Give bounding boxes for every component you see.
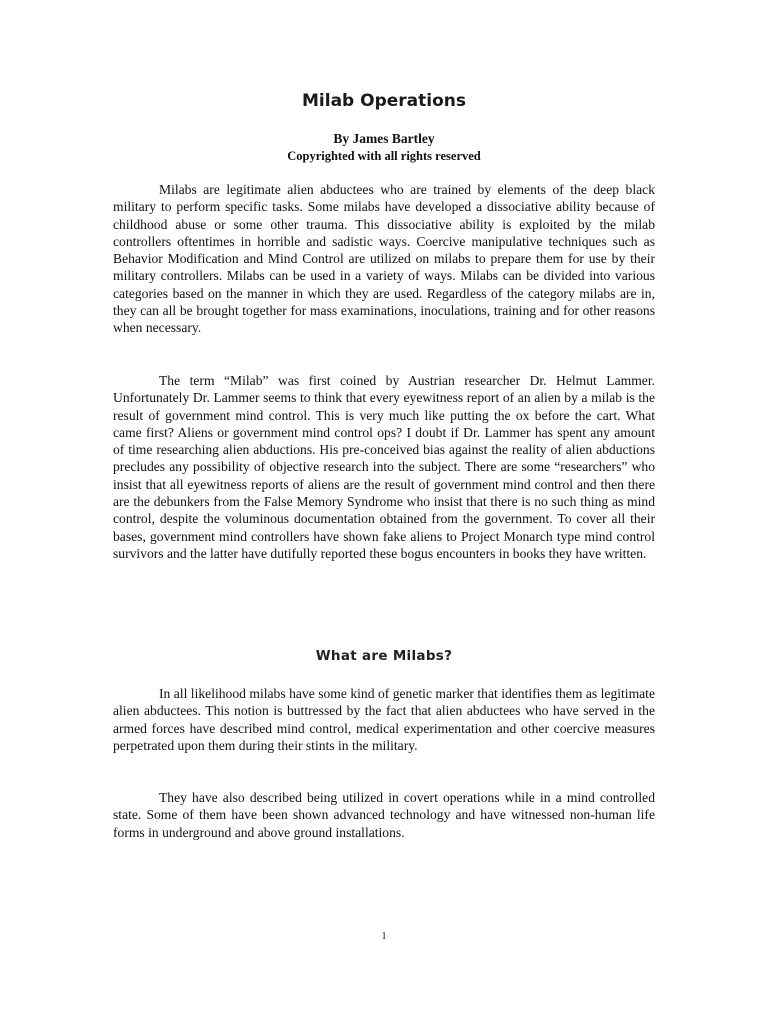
page-number: 1 <box>381 930 387 942</box>
document-title: Milab Operations <box>302 91 466 111</box>
section-paragraph: In all likelihood milabs have some kind of genetic marker that identifies them as legitimate alien abductees. This notion is buttressed by the fact that alien abductees who have served in the armed forces have described mind control, medical experimentation and other coercive measures perpetrated upon them during their stints in the military. <box>113 686 655 753</box>
author-line: By James Bartley <box>333 131 435 146</box>
section-paragraph: They have also described being utilized in covert operations while in a mind controlled state. Some of them have been shown advanced technology and have witnessed non-human life forms in underground and above ground installations. <box>113 790 655 840</box>
copyright-notice: Copyrighted with all rights reserved <box>287 149 481 163</box>
body-paragraph: Milabs are legitimate alien abductees who are trained by elements of the deep black military to perform specific tasks. Some milabs have developed a dissociative ability because of childhood abuse or some other trauma. This dissociative ability is exploited by the milab controllers oftentimes in horrible and sadistic ways. Coercive manipulative techniques such as Behavior Modification and Mind Control are utilized on milabs to prepare them for use by their military controllers. Milabs can be used in a variety of ways. Milabs can be divided into various categories based on the manner in which they are used. Regardless of the category milabs are in, they can all be brought together for mass examinations, inoculations, training and for other reasons when necessary. <box>113 182 655 336</box>
body-paragraph: The term “Milab” was first coined by Austrian researcher Dr. Helmut Lammer. Unfortunately Dr. Lammer seems to think that every eyewitness report of an alien by a milab is the result of government mind control. This is very much like putting the ox before the cart. What came first? Aliens or government mind control ops? I doubt if Dr. Lammer has spent any amount of time researching alien abductions. His pre-conceived bias against the reality of alien abductions precludes any possibility of objective research into the subject. There are some “researchers” who insist that all eyewitness reports of aliens are the result of government mind control and then there are the debunkers from the False Memory Syndrome who insist that there is no such thing as mind control, despite the voluminous documentation obtained from the government. To cover all their bases, government mind controllers have shown fake aliens to Project Monarch type mind control survivors and the latter have dutifully reported these bogus encounters in books they have written. <box>113 373 655 561</box>
section-heading: What are Milabs? <box>315 648 453 664</box>
